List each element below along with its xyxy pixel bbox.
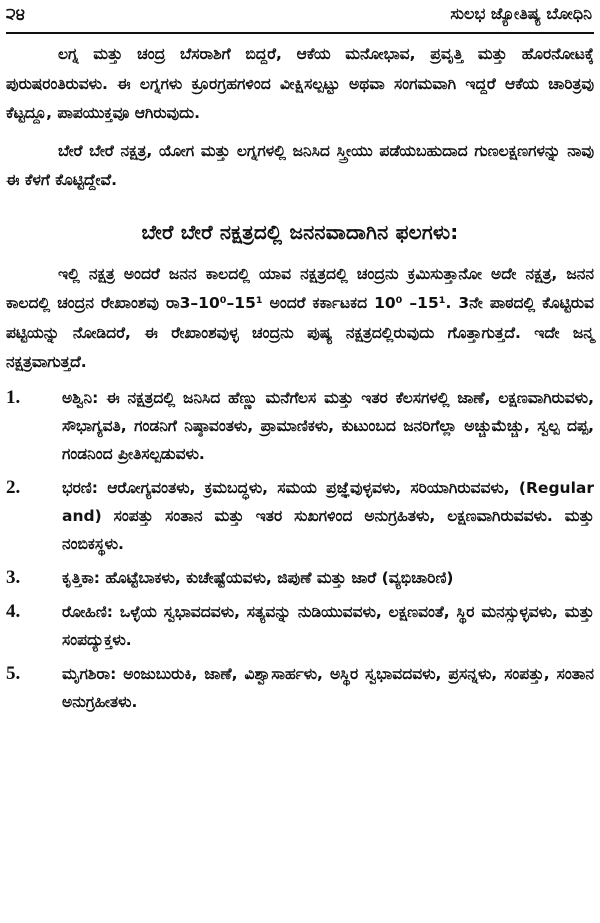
item-number: 5.	[6, 662, 21, 684]
item-description: ಹೊಟ್ಟೆಬಾಕಳು, ಕುಚೇಷ್ಟೆಯವಳು, ಜಿಪುಣೆ ಮತ್ತು ಜಾರೆ (ವ್ಯಭಿಚಾರಿಣಿ)	[99, 568, 454, 587]
section-heading: ಬೇರೆ ಬೇರೆ ನಕ್ಷತ್ರದಲ್ಲಿ ಜನನವಾದಾಗಿನ ಫಲಗಳು:	[141, 219, 459, 244]
list-item	[6, 474, 594, 558]
nakshatra-name: ರೋಹಿಣಿ:	[62, 602, 113, 621]
page-number: ੨੪	[6, 4, 26, 23]
item-description: ಆರೋಗ್ಯವಂತಳು, ಕ್ರಮಬದ್ಧಳು, ಸಮಯ ಪ್ರಜ್ಞೆವುಳ್ಳವಳು, ಸರಿಯಾಗಿರುವವಳು, (Regular and) ಸಂಪತ್ತು ಸಂತಾನ ಮತ್ತು ಇತರ ಸುಖಗಳಿಂದ ಅನುಗ್ರಹಿತಳು, ಲಕ್ಷಣವಾಗಿರುವವಳು. ಮತ್ತು ನಂಬಿಕಸ್ಥಳು.	[62, 478, 594, 553]
list-item	[6, 660, 594, 716]
nakshatra-name: ಕೃತ್ತಿಕಾ:	[62, 568, 100, 587]
list-item	[6, 564, 594, 592]
item-description: ಅಂಜುಬುರುಕಿ, ಜಾಣೆ, ವಿಶ್ವಾಸಾರ್ಹಳು, ಅಸ್ಥಿರ ಸ್ವಭಾವದವಳು, ಪ್ರಸನ್ನಳು, ಸಂಪತ್ತು, ಸಂತಾನ ಅನುಗ್ರಹೀತಳು.	[62, 664, 594, 711]
intro-paragraph: ಇಲ್ಲಿ ನಕ್ಷತ್ರ ಅಂದರೆ ಜನನ ಕಾಲದಲ್ಲಿ ಯಾವ ನಕ್ಷತ್ರದಲ್ಲಿ ಚಂದ್ರನು ಕ್ರಮಿಸುತ್ತಾನೋ ಅದೇ ನಕ್ಷತ್ರ, ಜನನ ಕಾಲದಲ್ಲಿ ಚಂದ್ರನ ರೇಖಾಂಶವು ರಾ3–10⁰–15¹ ಅಂದರೆ ಕರ್ಕಾಟಕದ 10⁰ –15¹. 3ನೇ ಪಾಠದಲ್ಲಿ ಕೊಟ್ಟಿರುವ ಪಟ್ಟಿಯನ್ನು ನೋಡಿದರೆ, ಈ ರೇಖಾಂಶವುಳ್ಳ ಚಂದ್ರನು ಪುಷ್ಯ ನಕ್ಷತ್ರದಲ್ಲಿರುವುದು ಗೊತ್ತಾಗುತ್ತದೆ. ಇದೇ ಜನ್ಮ ನಕ್ಷತ್ರವಾಗುತ್ತದೆ.	[6, 264, 594, 371]
nakshatra-name: ಭರಣಿ:	[62, 478, 98, 497]
item-number: 1.	[6, 386, 21, 408]
item-description: ಒಳ್ಳೆಯ ಸ್ವಭಾವದವಳು, ಸತ್ಯವನ್ನು ನುಡಿಯುವವಳು, ಲಕ್ಷಣವಂತೆ, ಸ್ಥಿರ ಮನಸ್ಸುಳ್ಳವಳು, ಮತ್ತು ಸಂಪದ್ಯುಕ್ತಳು.	[62, 602, 594, 649]
running-title: ಸುಲಭ ಜ್ಯೋತಿಷ್ಯ ಬೋಧಿನಿ	[450, 4, 592, 23]
nakshatra-name: ಮೃಗಶಿರಾ:	[62, 664, 117, 683]
nakshatra-name: ಅಶ್ವಿನಿ:	[62, 388, 99, 407]
nakshatra-list	[6, 384, 594, 716]
page-header	[6, 0, 594, 34]
paragraph: ಬೇರೆ ಬೇರೆ ನಕ್ಷತ್ರ, ಯೋಗ ಮತ್ತು ಲಗ್ನಗಳಲ್ಲಿ ಜನಿಸಿದ ಸ್ತ್ರೀಯು ಪಡೆಯಬಹುದಾದ ಗುಣಲಕ್ಷಣಗಳನ್ನು ನಾವು ಈ ಕೆಳಗೆ ಕೊಟ್ಟಿದ್ದೇವೆ.	[6, 141, 594, 189]
item-number: 2.	[6, 476, 21, 498]
list-item	[6, 598, 594, 654]
item-number: 3.	[6, 566, 21, 588]
list-item	[6, 384, 594, 468]
paragraph: ಲಗ್ನ ಮತ್ತು ಚಂದ್ರ ಬೆಸರಾಶಿಗೆ ಬಿದ್ದರೆ, ಆಕೆಯ ಮನೋಭಾವ, ಪ್ರವೃತ್ತಿ ಮತ್ತು ಹೊರನೋಟಕ್ಕೆ ಪುರುಷರಂತಿರುವಳು. ಈ ಲಗ್ನಗಳು ಕ್ರೂರಗ್ರಹಗಳಿಂದ ವೀಕ್ಷಿಸಲ್ಪಟ್ಟು ಅಥವಾ ಸಂಗಮವಾಗಿ ಇದ್ದರೆ ಆಕೆಯ ಚಾರಿತ್ರವು ಕೆಟ್ಟದ್ದೂ, ಪಾಪಯುಕ್ತವೂ ಆಗಿರುವುದು.	[6, 45, 594, 122]
item-number: 4.	[6, 600, 21, 622]
item-description: ಈ ನಕ್ಷತ್ರದಲ್ಲಿ ಜನಿಸಿದ ಹೆಣ್ಣು ಮನೆಗೆಲಸ ಮತ್ತು ಇತರ ಕೆಲಸಗಳಲ್ಲಿ ಜಾಣೆ, ಲಕ್ಷಣವಾಗಿರುವಳು, ಸೌಭಾಗ್ಯವತಿ, ಗಂಡನಿಗೆ ನಿಷ್ಠಾವಂತಳು, ಪ್ರಾಮಾಣಿಕಳು, ಕುಟುಂಬದ ಜನರಿಗೆಲ್ಲಾ ಅಚ್ಚುಮೆಚ್ಚು, ಸ್ವಲ್ಪ ದಪ್ಪ, ಗಂಡನಿಂದ ಪ್ರೀತಿಸಲ್ಪಡುವಳು.	[62, 388, 594, 463]
